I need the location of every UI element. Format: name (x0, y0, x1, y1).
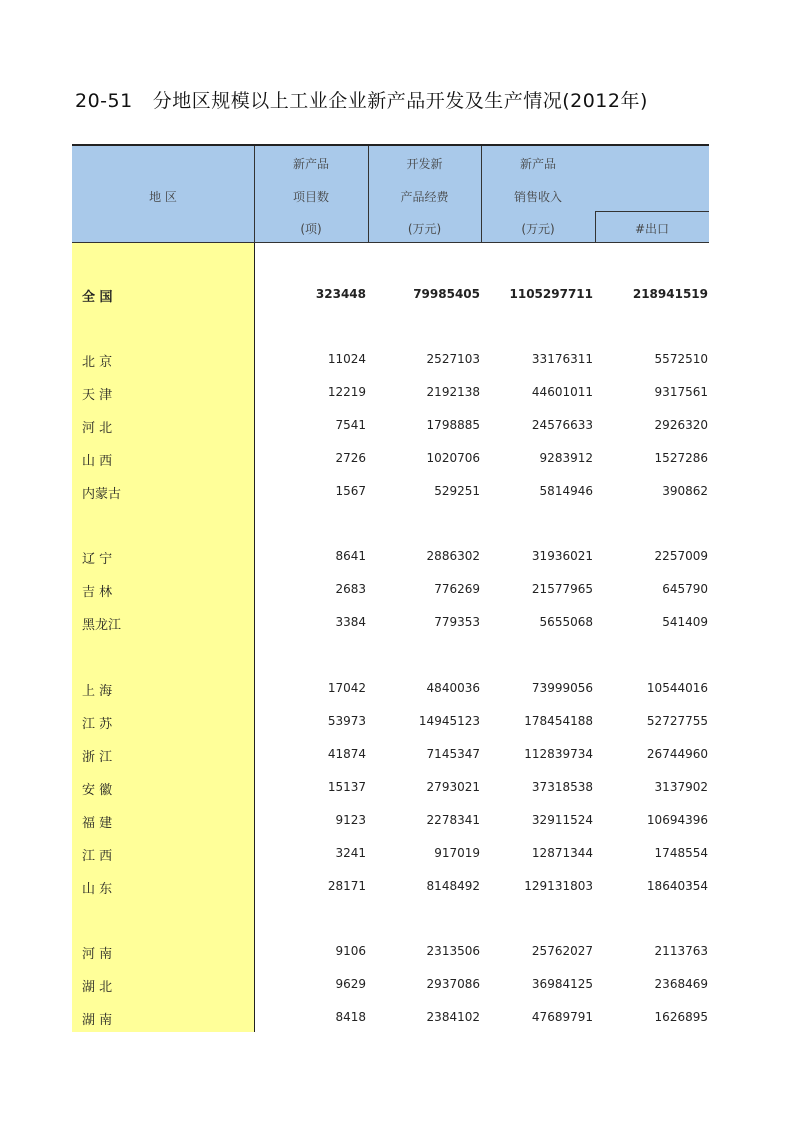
cell-revenue: 5655068 (539, 615, 593, 629)
cell-export: 2368469 (654, 977, 708, 991)
cell-export: 2257009 (654, 549, 708, 563)
cell-export: 1748554 (654, 846, 708, 860)
cell-export: 2926320 (654, 418, 708, 432)
cell-revenue: 47689791 (531, 1010, 593, 1024)
cell-export: 3137902 (654, 780, 708, 794)
cell-revenue: 1105297711 (509, 287, 593, 301)
cell-export: 541409 (662, 615, 708, 629)
cell-export: 2113763 (654, 944, 708, 958)
cell-expense: 779353 (434, 615, 480, 629)
header-projects-unit: (项) (300, 222, 322, 236)
cell-export: 18640354 (646, 879, 708, 893)
region-name: 上 海 (82, 684, 113, 699)
region-name: 全 国 (82, 290, 113, 305)
cell-expense: 917019 (434, 846, 480, 860)
region-name: 江 西 (82, 849, 113, 864)
region-name: 江 苏 (82, 717, 113, 732)
cell-projects: 53973 (327, 714, 366, 728)
cell-revenue: 33176311 (531, 352, 593, 366)
header-projects-line1: 新产品 (292, 157, 329, 171)
header-divider (595, 211, 709, 212)
header-expense-unit: (万元) (407, 222, 442, 236)
cell-projects: 3384 (335, 615, 366, 629)
cell-export: 645790 (662, 582, 708, 596)
cell-revenue: 24576633 (531, 418, 593, 432)
region-name: 河 北 (82, 421, 113, 436)
cell-projects: 28171 (327, 879, 366, 893)
cell-revenue: 32911524 (531, 813, 593, 827)
cell-expense: 7145347 (426, 747, 480, 761)
cell-export: 52727755 (646, 714, 708, 728)
cell-revenue: 5814946 (539, 484, 593, 498)
cell-projects: 1567 (335, 484, 366, 498)
cell-expense: 4840036 (426, 681, 480, 695)
cell-expense: 8148492 (426, 879, 480, 893)
cell-projects: 3241 (335, 846, 366, 860)
cell-revenue: 25762027 (531, 944, 593, 958)
cell-expense: 1798885 (426, 418, 480, 432)
header-revenue-unit: (万元) (521, 222, 555, 236)
region-name: 湖 南 (82, 1013, 113, 1028)
cell-export: 5572510 (654, 352, 708, 366)
cell-projects: 8641 (335, 549, 366, 563)
cell-revenue: 112839734 (524, 747, 593, 761)
cell-revenue: 73999056 (531, 681, 593, 695)
cell-expense: 776269 (434, 582, 480, 596)
cell-revenue: 21577965 (531, 582, 593, 596)
cell-expense: 79985405 (413, 287, 480, 301)
cell-revenue: 37318538 (531, 780, 593, 794)
region-name: 福 建 (82, 816, 113, 831)
cell-export: 10694396 (646, 813, 708, 827)
cell-revenue: 36984125 (531, 977, 593, 991)
header-revenue-line2: 销售收入 (513, 190, 562, 204)
cell-projects: 9106 (335, 944, 366, 958)
cell-revenue: 178454188 (524, 714, 593, 728)
cell-export: 9317561 (654, 385, 708, 399)
cell-expense: 2192138 (426, 385, 480, 399)
region-name: 山 东 (82, 882, 113, 897)
header-revenue-line1: 新产品 (519, 157, 556, 171)
cell-expense: 2886302 (426, 549, 480, 563)
region-name: 河 南 (82, 947, 113, 962)
header-projects-line2: 项目数 (292, 190, 329, 204)
cell-projects: 2726 (335, 451, 366, 465)
cell-expense: 529251 (434, 484, 480, 498)
cell-projects: 7541 (335, 418, 366, 432)
cell-revenue: 9283912 (539, 451, 593, 465)
cell-projects: 17042 (327, 681, 366, 695)
cell-revenue: 12871344 (531, 846, 593, 860)
table-title: 分地区规模以上工业企业新产品开发及生产情况(2012年) (152, 90, 648, 112)
cell-expense: 2527103 (426, 352, 480, 366)
cell-export: 26744960 (646, 747, 708, 761)
cell-projects: 2683 (335, 582, 366, 596)
cell-export: 218941519 (632, 287, 708, 301)
region-name: 内蒙古 (82, 487, 122, 502)
cell-projects: 41874 (327, 747, 366, 761)
cell-expense: 2313506 (426, 944, 480, 958)
cell-projects: 8418 (335, 1010, 366, 1024)
cell-expense: 2793021 (426, 780, 480, 794)
cell-export: 1626895 (654, 1010, 708, 1024)
cell-revenue: 31936021 (531, 549, 593, 563)
page-title (75, 86, 648, 113)
cell-projects: 12219 (327, 385, 366, 399)
cell-projects: 9629 (335, 977, 366, 991)
region-name: 吉 林 (82, 585, 113, 600)
cell-export: 390862 (662, 484, 708, 498)
region-name: 湖 北 (82, 980, 113, 995)
cell-expense: 2937086 (426, 977, 480, 991)
cell-revenue: 129131803 (524, 879, 593, 893)
cell-expense: 2278341 (426, 813, 480, 827)
cell-expense: 1020706 (426, 451, 480, 465)
region-name: 浙 江 (82, 750, 113, 765)
cell-export: 10544016 (646, 681, 708, 695)
cell-projects: 323448 (315, 287, 366, 301)
cell-expense: 2384102 (426, 1010, 480, 1024)
region-name: 天 津 (82, 388, 113, 403)
header-export: #出口 (634, 222, 670, 236)
top-rule (72, 144, 709, 146)
region-name: 黑龙江 (82, 618, 122, 633)
header-region: 地 区 (149, 190, 177, 204)
region-name: 辽 宁 (82, 552, 113, 567)
cell-expense: 14945123 (418, 714, 480, 728)
table-number: 20-51 (75, 90, 133, 112)
cell-projects: 15137 (327, 780, 366, 794)
region-name: 山 西 (82, 454, 113, 469)
region-name: 北 京 (82, 355, 113, 370)
cell-revenue: 44601011 (531, 385, 593, 399)
cell-projects: 11024 (327, 352, 366, 366)
header-expense-line1: 开发新 (406, 157, 443, 171)
region-name: 安 徽 (82, 783, 113, 798)
cell-export: 1527286 (654, 451, 708, 465)
header-expense-line2: 产品经费 (400, 190, 449, 204)
cell-projects: 9123 (335, 813, 366, 827)
